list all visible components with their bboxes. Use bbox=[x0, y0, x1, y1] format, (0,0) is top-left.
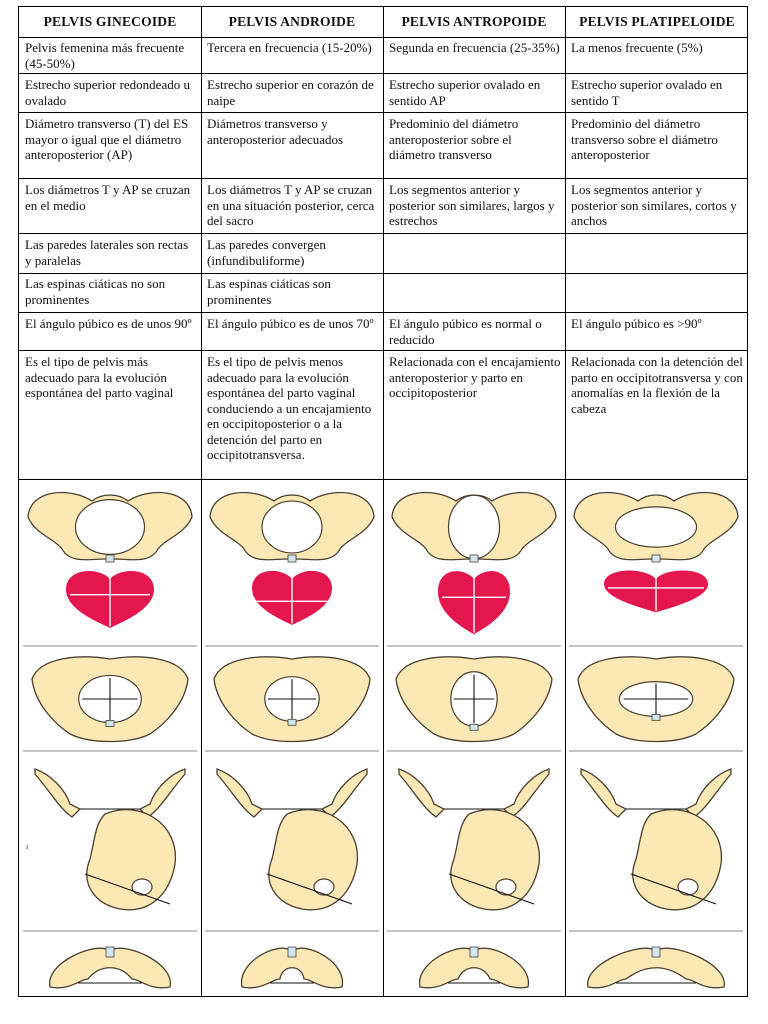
obturator-foramen bbox=[132, 879, 152, 895]
pubic-symphysis bbox=[652, 947, 660, 957]
lateral-view bbox=[267, 810, 357, 910]
stray-mark: ı bbox=[26, 842, 29, 851]
cell-segments-androide: Los diámetros T y AP se cruzan en una situación posterior, cerca del sacro bbox=[207, 182, 375, 228]
hip-bone-lateral bbox=[451, 810, 540, 910]
cell-segments-platipeloide: Los segmentos anterior y posterior son similares, cortos y anchos bbox=[571, 182, 737, 228]
hip-bone-lateral bbox=[269, 810, 358, 910]
row-divider bbox=[19, 350, 747, 351]
cell-delivery-ginecoide: Es el tipo de pelvis más adecuado para la evolución espontánea del parto vaginal bbox=[25, 354, 174, 400]
left-ischium bbox=[399, 769, 444, 817]
cell-spines-ginecoide: Las espinas ciáticas no son prominentes bbox=[25, 276, 166, 307]
cell-diameters-antropoide: Predominio del diámetro anteroposterior sobre el diámetro transverso bbox=[389, 116, 519, 162]
ischial-spines-view bbox=[399, 769, 549, 817]
right-ischium bbox=[140, 769, 185, 817]
cell-spines-androide: Las espinas ciáticas son prominentes bbox=[207, 276, 331, 307]
cell-pubic-angle-antropoide: El ángulo púbico es normal o reducido bbox=[389, 316, 542, 347]
cell-segments-ginecoide: Los diámetros T y AP se cruzan en el medio bbox=[25, 182, 191, 213]
pelvic-inlet bbox=[449, 495, 500, 558]
cell-diameters-androide: Diámetros transverso y anteroposterior adecuados bbox=[207, 116, 344, 147]
pelvic-inlet bbox=[76, 500, 145, 555]
cell-delivery-platipeloide: Relacionada con la detención del parto en occipitotransversa y con anomalías en la flexión de la cabeza bbox=[571, 354, 743, 416]
pubic-symphysis bbox=[652, 555, 660, 562]
cell-frequency-ginecoide: Pelvis femenina más frecuente (45-50%) bbox=[25, 40, 185, 71]
inlet-outline-view bbox=[392, 493, 556, 562]
lateral-view bbox=[631, 810, 721, 910]
heart-shape-view bbox=[252, 571, 332, 625]
figure-ginecoide bbox=[19, 479, 201, 998]
cell-diameters-platipeloide: Predominio del diámetro transverso sobre el diámetro anteroposterior bbox=[571, 116, 718, 162]
inlet-diameters-view bbox=[578, 657, 734, 742]
cell-frequency-androide: Tercera en frecuencia (15-20%) bbox=[207, 40, 372, 55]
cell-delivery-antropoide: Relacionada con el encajamiento anteroposterior y parto en occipitoposterior bbox=[389, 354, 561, 400]
pelvis-comparison-table bbox=[18, 6, 748, 997]
obturator-foramen bbox=[678, 879, 698, 895]
cell-inlet-androide: Estrecho superior en corazón de naipe bbox=[207, 77, 374, 108]
figure-androide bbox=[201, 479, 383, 998]
pubic-symphysis bbox=[106, 555, 114, 562]
inlet-diameters-view bbox=[396, 657, 552, 742]
heart-shape-view bbox=[438, 571, 510, 634]
pubic-symphysis bbox=[288, 555, 296, 562]
heart-shape-view bbox=[604, 571, 708, 613]
pubic-arch-view bbox=[242, 947, 343, 988]
ischial-spines-view bbox=[217, 769, 367, 817]
pubic-arch-view bbox=[50, 947, 171, 988]
left-ischium bbox=[35, 769, 80, 817]
inlet-diameters-view bbox=[32, 657, 188, 742]
row-divider bbox=[19, 233, 747, 234]
row-divider bbox=[19, 273, 747, 274]
cell-diameters-ginecoide: Diámetro transverso (T) del ES mayor o igual que el diámetro anteroposterior (AP) bbox=[25, 116, 189, 162]
pelvis-illustration bbox=[383, 479, 565, 998]
pelvic-inlet bbox=[262, 501, 322, 553]
cell-pubic-angle-platipeloide: El ángulo púbico es >90º bbox=[571, 316, 702, 331]
pubic-arch-view bbox=[588, 947, 725, 988]
pelvis-illustration bbox=[201, 479, 383, 998]
row-divider bbox=[19, 312, 747, 313]
pelvis-illustration bbox=[19, 479, 201, 998]
header-antropoide: PELVIS ANTROPOIDE bbox=[401, 14, 547, 29]
pelvic-inlet bbox=[616, 507, 697, 547]
header-androide: PELVIS ANDROIDE bbox=[228, 14, 356, 29]
cell-delivery-androide: Es el tipo de pelvis menos adecuado para la evolución espontánea del parto vaginal conduciendo a un encajamiento en occipitoposterior o a la detención del parto en occipitotransversa. bbox=[207, 354, 372, 462]
cell-segments-antropoide: Los segmentos anterior y posterior son similares, largos y estrechos bbox=[389, 182, 555, 228]
row-divider bbox=[19, 178, 747, 179]
cell-walls-androide: Las paredes convergen (infundibuliforme) bbox=[207, 237, 326, 268]
row-divider bbox=[19, 37, 747, 38]
left-ischium bbox=[581, 769, 626, 817]
hip-bone-lateral bbox=[87, 810, 176, 910]
pelvis-illustration bbox=[565, 479, 747, 998]
pubic-symphysis bbox=[470, 555, 478, 562]
inlet-outline-view bbox=[28, 493, 192, 562]
pubic-symphysis bbox=[106, 947, 114, 957]
inlet-outline-view bbox=[574, 493, 738, 562]
lateral-view bbox=[85, 810, 175, 910]
pubic-symphysis bbox=[470, 724, 478, 730]
cell-walls-ginecoide: Las paredes laterales son rectas y paralelas bbox=[25, 237, 189, 268]
heart-shape-view bbox=[66, 571, 154, 628]
ischial-spines-view bbox=[581, 769, 731, 817]
figure-antropoide bbox=[383, 479, 565, 998]
inlet-diameters-view bbox=[214, 657, 370, 742]
right-ischium bbox=[504, 769, 549, 817]
pubic-symphysis bbox=[288, 719, 296, 725]
pubic-arch-view bbox=[420, 947, 529, 988]
pubic-symphysis bbox=[106, 721, 114, 727]
header-ginecoide: PELVIS GINECOIDE bbox=[43, 14, 177, 29]
cell-frequency-platipeloide: La menos frecuente (5%) bbox=[571, 40, 703, 55]
left-ischium bbox=[217, 769, 262, 817]
figure-platipeloide bbox=[565, 479, 749, 998]
cell-inlet-ginecoide: Estrecho superior redondeado u ovalado bbox=[25, 77, 190, 108]
cell-pubic-angle-androide: El ángulo púbico es de unos 70º bbox=[207, 316, 374, 331]
lateral-view bbox=[449, 810, 539, 910]
ischial-spines-view bbox=[35, 769, 185, 817]
cell-inlet-antropoide: Estrecho superior ovalado en sentido AP bbox=[389, 77, 541, 108]
right-ischium bbox=[322, 769, 367, 817]
right-ischium bbox=[686, 769, 731, 817]
inlet-outline-view bbox=[210, 493, 374, 562]
row-divider bbox=[19, 73, 747, 74]
obturator-foramen bbox=[314, 879, 334, 895]
pubic-symphysis bbox=[288, 947, 296, 957]
header-platipeloide: PELVIS PLATIPELOIDE bbox=[579, 14, 735, 29]
obturator-foramen bbox=[496, 879, 516, 895]
pubic-symphysis bbox=[470, 947, 478, 957]
cell-inlet-platipeloide: Estrecho superior ovalado en sentido T bbox=[571, 77, 723, 108]
cell-pubic-angle-ginecoide: El ángulo púbico es de unos 90º bbox=[25, 316, 192, 331]
pubic-symphysis bbox=[652, 714, 660, 720]
row-divider bbox=[19, 112, 747, 113]
hip-bone-lateral bbox=[633, 810, 722, 910]
cell-frequency-antropoide: Segunda en frecuencia (25-35%) bbox=[389, 40, 560, 55]
